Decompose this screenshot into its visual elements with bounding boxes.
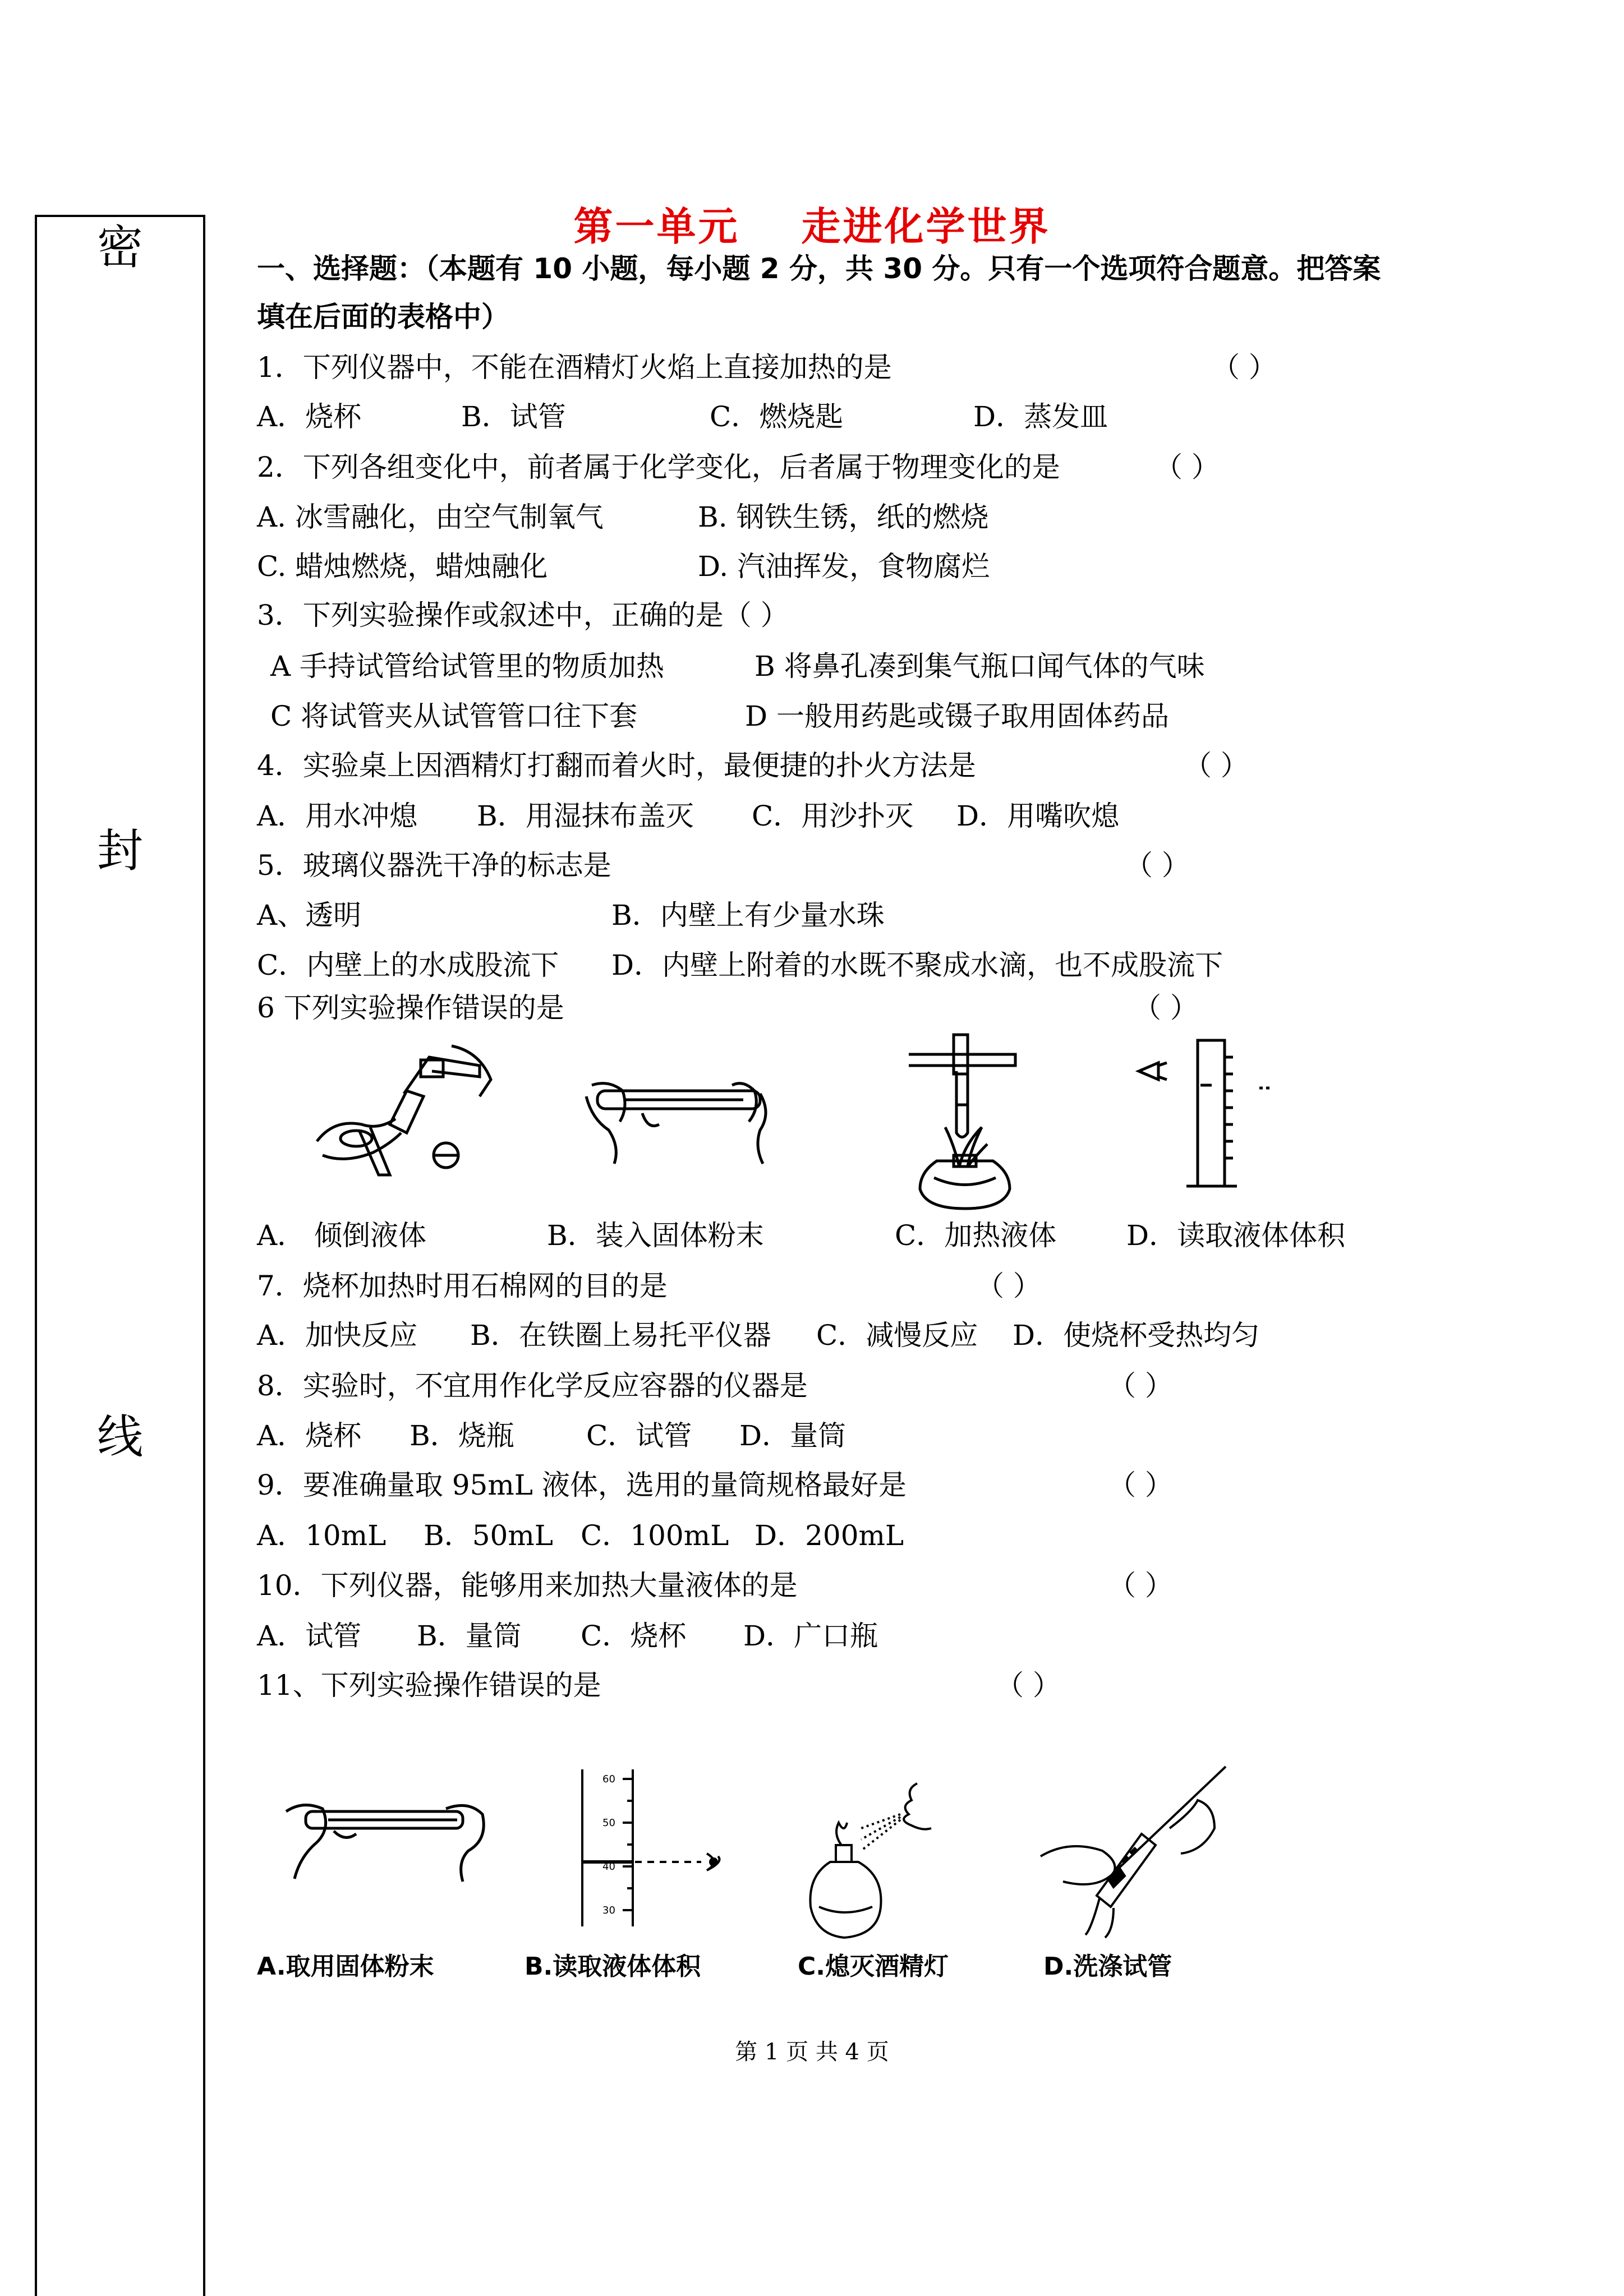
question-3-option-c: C 将试管夹从试管管口往下套 [270, 700, 638, 732]
question-10-option-d: D．广口瓶 [743, 1620, 878, 1652]
question-10-answer-blank[interactable]: （ ） [1108, 1569, 1173, 1602]
question-1-option-c: C．燃烧匙 [710, 400, 844, 433]
question-6-option-d: D．读取液体体积 [1126, 1219, 1346, 1252]
question-3-option-b: B 将鼻孔凑到集气瓶口闻气体的气味 [755, 650, 1205, 683]
question-2-option-b: B. 钢铁生锈，纸的燃烧 [698, 501, 989, 533]
question-4-option-c: C．用沙扑灭 [752, 800, 914, 832]
page-title [0, 195, 1624, 252]
question-5-answer-blank[interactable]: （ ） [1125, 849, 1190, 882]
question-11-caption-a: A.取用固体粉末 [257, 1952, 434, 1981]
question-11-caption-b: B.读取液体体积 [525, 1952, 701, 1981]
page-number: 第 1 页 共 4 页 [735, 2039, 889, 2065]
figure-pouring-liquid [311, 1035, 496, 1181]
question-3-option-a: A 手持试管给试管里的物质加热 [270, 650, 665, 683]
question-2-stem: 2．下列各组变化中，前者属于化学变化，后者属于物理变化的是 [257, 451, 1060, 483]
cylinder-tick-30: 30 [602, 1905, 615, 1916]
question-10-option-b: B．量筒 [417, 1620, 522, 1652]
question-2-option-c: C. 蜡烛燃烧，蜡烛融化 [257, 550, 548, 583]
question-8-option-a: A．烧杯 [257, 1419, 362, 1452]
figure-washing-tube [1029, 1761, 1231, 1940]
question-2-option-a: A. 冰雪融化，由空气制氧气 [257, 501, 604, 533]
question-6-option-b: B．装入固体粉末 [547, 1219, 764, 1252]
question-1-answer-blank[interactable]: （ ） [1212, 351, 1277, 384]
seal-char-xian: 线 [96, 1410, 143, 1464]
question-11-caption-c: C.熄灭酒精灯 [798, 1952, 949, 1981]
figure-taking-powder [278, 1789, 491, 1884]
section-heading-line1: 一、选择题：（本题有 10 小题，每小题 2 分，共 30 分。只有一个选项符合题意。把答案 [257, 252, 1381, 285]
question-10-option-a: A．试管 [257, 1620, 362, 1652]
question-8-stem: 8．实验时，不宜用作化学反应容器的仪器是 [257, 1370, 808, 1402]
question-1-stem: 1．下列仪器中，不能在酒精灯火焰上直接加热的是 [257, 351, 892, 384]
question-7-option-b: B．在铁圈上易托平仪器 [470, 1319, 771, 1352]
question-6-answer-blank[interactable]: （ ） [1133, 992, 1198, 1024]
question-4-answer-blank[interactable]: （ ） [1184, 749, 1249, 782]
question-1-option-d: D．蒸发皿 [973, 400, 1108, 433]
question-9-option-d: D．200mL [755, 1519, 904, 1552]
question-7-option-c: C．减慢反应 [816, 1319, 978, 1352]
question-6-stem: 6 下列实验操作错误的是 [257, 992, 564, 1024]
figure-reading-cylinder [567, 1767, 746, 1929]
title-unit: 第一单元 [573, 204, 740, 250]
section-heading-line2: 填在后面的表格中） [257, 301, 509, 333]
question-8-option-c: C．试管 [586, 1419, 692, 1452]
question-7-answer-blank[interactable]: （ ） [976, 1270, 1041, 1302]
question-4-option-b: B．用湿抹布盖灭 [477, 800, 694, 832]
question-3-stem: 3．下列实验操作或叙述中，正确的是（ ） [257, 599, 789, 631]
question-9-stem: 9．要准确量取 95mL 液体，选用的量筒规格最好是 [257, 1469, 907, 1501]
question-7-option-d: D．使烧杯受热均匀 [1013, 1319, 1260, 1352]
figure-heating-liquid [903, 1032, 1032, 1211]
question-7-stem: 7．烧杯加热时用石棉网的目的是 [257, 1270, 668, 1302]
question-9-answer-blank[interactable]: （ ） [1108, 1469, 1173, 1501]
seal-char-mi: 密 [96, 221, 143, 274]
question-1-option-b: B．试管 [461, 400, 566, 433]
question-5-option-d: D．内壁上附着的水既不聚成水滴，也不成股流下 [611, 949, 1223, 981]
question-7-option-a: A．加快反应 [257, 1319, 418, 1352]
question-4-stem: 4．实验桌上因酒精灯打翻而着火时，最便捷的扑火方法是 [257, 749, 976, 782]
question-3-option-d: D 一般用药匙或镊子取用固体药品 [745, 700, 1169, 732]
question-10-option-c: C．烧杯 [581, 1620, 687, 1652]
question-6-option-c: C．加热液体 [895, 1219, 1057, 1252]
question-8-option-b: B．烧瓶 [410, 1419, 514, 1452]
question-9-option-b: B．50mL [424, 1519, 553, 1552]
question-8-option-d: D．量筒 [739, 1419, 846, 1452]
question-11-answer-blank[interactable]: （ ） [996, 1669, 1061, 1702]
question-10-stem: 10．下列仪器，能够用来加热大量液体的是 [257, 1569, 798, 1602]
figure-adding-powder [575, 1068, 777, 1169]
cylinder-tick-60: 60 [602, 1773, 615, 1785]
cylinder-tick-50: 50 [602, 1817, 615, 1829]
question-11-caption-d: D.洗涤试管 [1043, 1952, 1172, 1981]
seal-char-feng: 封 [96, 824, 143, 878]
question-5-option-c: C．内壁上的水成股流下 [257, 949, 559, 981]
question-4-option-a: A．用水冲熄 [257, 800, 418, 832]
title-topic: 走进化学世界 [801, 204, 1051, 250]
figure-extinguishing-lamp [799, 1778, 945, 1940]
question-5-option-b: B．内壁上有少量水珠 [611, 899, 885, 932]
question-2-option-d: D. 汽油挥发，食物腐烂 [698, 550, 990, 583]
figure-reading-volume [1133, 1035, 1279, 1197]
question-8-answer-blank[interactable]: （ ） [1108, 1370, 1173, 1402]
question-4-option-d: D．用嘴吹熄 [956, 800, 1120, 832]
seal-strip [35, 215, 205, 2296]
question-5-stem: 5．玻璃仪器洗干净的标志是 [257, 849, 611, 882]
question-1-option-a: A．烧杯 [257, 400, 362, 433]
question-5-option-a: A、透明 [257, 899, 362, 932]
question-11-stem: 11、下列实验操作错误的是 [257, 1669, 601, 1702]
question-6-option-a: A． 倾倒液体 [257, 1219, 427, 1252]
question-9-option-a: A．10mL [257, 1519, 387, 1552]
question-2-answer-blank[interactable]: （ ） [1154, 451, 1220, 483]
question-9-option-c: C．100mL [581, 1519, 729, 1552]
cylinder-tick-40: 40 [602, 1861, 615, 1873]
